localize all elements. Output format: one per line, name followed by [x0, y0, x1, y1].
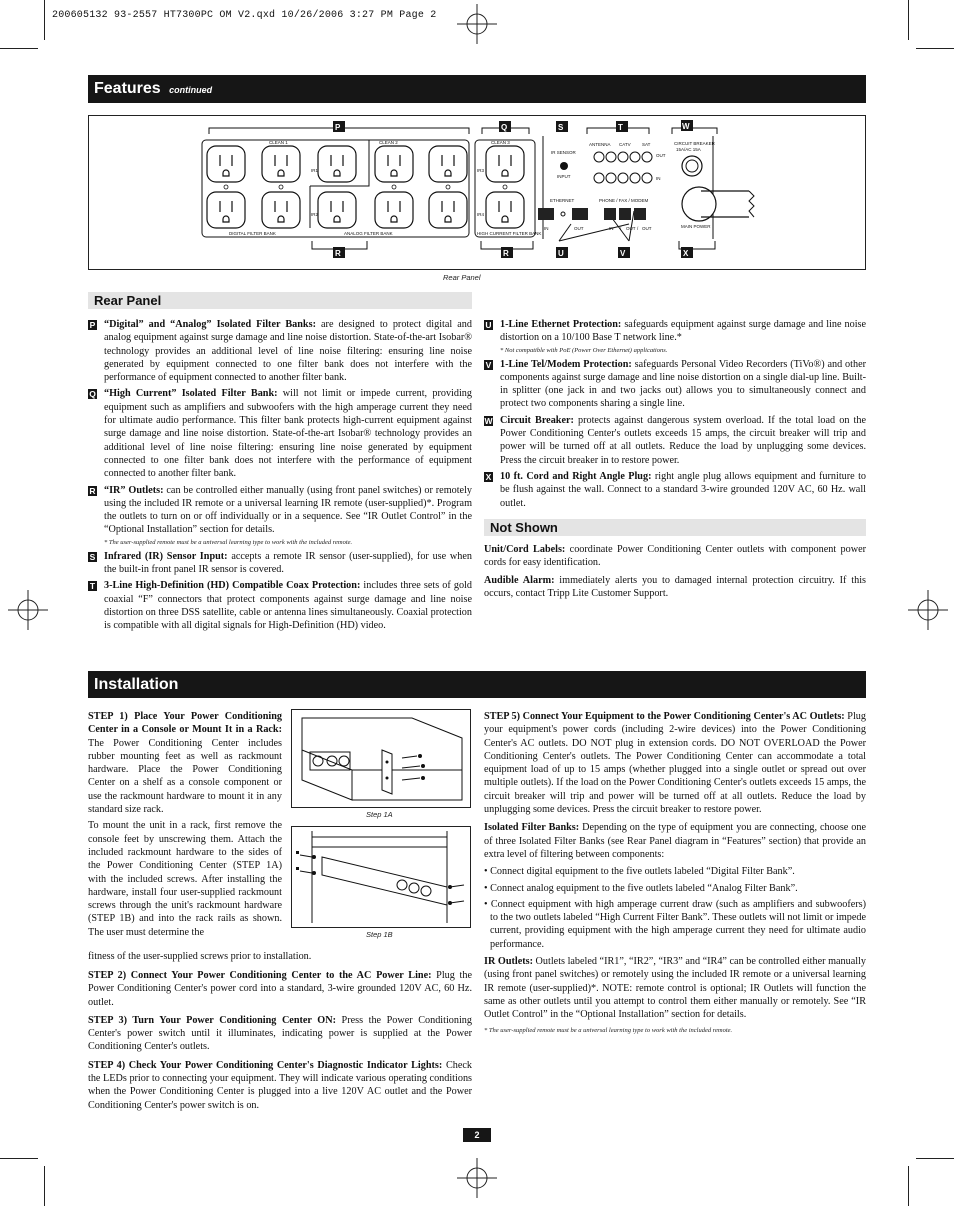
figure-step-1a-caption: Step 1A — [366, 810, 393, 819]
feature-item-r-text: can be controlled either manually (using front panel switches) or remotely using the included IR remote or a universal learning IR remote (user-supplied)*. Program the outlets to turn on or off individually or in a sequence. See “IR Outlet Control” in the “Optional Installation” section for details. — [104, 484, 472, 536]
label-v: V — [620, 249, 626, 258]
ir-label-3: IR3 — [477, 168, 485, 173]
feature-item-q-text: will not limit or impede current, providing equipment such as amplifiers and subwoofers with the high amperage current they need for ultimate audio performance. This filter bank protects high-current equipment against surge damage and line noise distortion. State-of-the-art Isobar® technology provides an additional level of line noise filtering: ensuring line noise generated by equipment connected to one filter bank does not interfere with the performance of equipment connected to another filter bank. — [104, 388, 472, 480]
not-shown-item-alarm — [484, 574, 866, 601]
not-shown-alarm-title: Audible Alarm: — [484, 574, 555, 586]
phone-out-label-2: OUT — [642, 226, 652, 231]
feature-item-r — [88, 484, 472, 547]
registration-mark-left — [8, 590, 48, 630]
sensor-label: IR SENSOR — [551, 150, 576, 155]
rear-panel-left-column — [88, 318, 472, 633]
ir-outlets-note: * The user-supplied remote must be a universal learning type to work with the included remote. — [484, 1026, 733, 1034]
print-header: 200605132 93-2557 HT7300PC OM V2.qxd 10/26/2006 3:27 PM Page 2 — [52, 10, 437, 21]
feature-item-u-title: 1-Line Ethernet Protection: — [500, 319, 622, 330]
phone-in-label: IN — [609, 226, 614, 231]
figure-step-1a — [291, 709, 471, 808]
bullet-high-current: • Connect equipment with high amperage current draw (such as amplifiers and subwoofers) to the two outlets labeled “High Current Filter Bank”. These outlets will not limit or impede current, providing equipment with the high amperage current they need for ultimate audio performance. — [484, 898, 866, 950]
not-shown-labels-title: Unit/Cord Labels: — [484, 544, 566, 555]
feature-item-u-note: * Not compatible with PoE (Power Over Ethernet) applications. — [500, 346, 668, 354]
feature-item-t-title: 3-Line High-Definition (HD) Compatible Coax Protection: — [104, 580, 361, 592]
ir-outlets-text: Outlets labeled “IR1”, “IR2”, “IR3” and “IR4” can be controlled either manually (using front panel switches) or remotely using the included IR remote or a universal learning IR remote (user-supplied)*. NOTE: remote control is optional; IR Outlets will function the same as other outlets until you attempt to control them either manually or remotely. See “IR Outlet Control” in the “Optional Installation” section for details. — [484, 956, 866, 1021]
feature-item-q-title: “High Current” Isolated Filter Bank: — [104, 388, 278, 400]
feature-item-v-title: 1-Line Tel/Modem Protection: — [500, 358, 632, 370]
step3-block — [88, 1014, 472, 1054]
installation-title: Installation — [94, 676, 179, 693]
feature-item-x-title: 10 ft. Cord and Right Angle Plug: — [500, 470, 652, 482]
label-p: P — [335, 123, 341, 132]
step4-title: STEP 4) Check Your Power Conditioning Center's Diagnostic Indicator Lights: — [88, 1059, 443, 1071]
installation-title-bar — [88, 671, 866, 698]
tag-r: R — [89, 485, 96, 496]
tag-p: P — [89, 320, 96, 330]
step1-text-2: To mount the unit in a rack, first remove the console feet by unscrewing them. Attach the included rackmount hardware to the sides of the Power Conditioning Center (STEP 1A) with the included screws. After installing the hardware, install four user-supplied rackmount screws through the unit's rackmount hardware (STEP 1B) and into the rack rails as shown. The user must determine the — [88, 820, 282, 938]
tag-t: T — [89, 581, 96, 592]
coax-out-label: OUT — [656, 153, 666, 158]
rear-panel-heading: Rear Panel — [88, 292, 472, 309]
isolated-text: Depending on the type of equipment you are connecting, choose one of three Isolated Filter Banks (see Rear Panel diagram in “Features” section) that provide an extra level of filtering between components: — [484, 822, 866, 860]
feature-item-r-title: “IR” Outlets: — [104, 484, 164, 496]
step2-title: STEP 2) Connect Your Power Conditioning Center to the AC Power Line: — [88, 970, 432, 981]
isolated-title: Isolated Filter Banks: — [484, 822, 580, 834]
features-title: Features — [94, 80, 161, 97]
feature-item-x-text: right angle plug allows equipment and furniture to be flush against the wall. Connect to a standard 3-wire grounded 120V AC, 60 Hz. wall outlet. — [500, 470, 866, 509]
rear-panel-right-column — [484, 318, 866, 510]
figure-step-1b-caption: Step 1B — [366, 930, 393, 939]
label-s: S — [558, 123, 564, 132]
label-r-2: R — [503, 249, 509, 258]
ethernet-label: ETHERNET — [550, 198, 575, 203]
not-shown-item-labels — [484, 543, 866, 570]
feature-item-x — [484, 470, 866, 510]
rack-hardware-illustration-1a — [292, 710, 470, 807]
feature-item-w-text: protects against dangerous system overload. If the total load on the Power Conditioning Center's outlets exceeds 15 amps, the circuit breaker will trip and power will be turned off at all outlets. Reduce the load by unplugging some devices. Press the circuit breaker in to restore power. — [500, 414, 866, 466]
step1-text-3: fitness of the user-supplied screws prior to installation. — [88, 951, 312, 962]
step2-text: Plug the Power Conditioning Center's power cord into a standard, 3-wire grounded 120V AC, 60 Hz. outlet. — [88, 970, 472, 1008]
ir-label-2: IR2 — [311, 212, 319, 217]
bank-clean1: CLEAN 1 — [269, 140, 288, 145]
breaker-rating-label: 15A/AC 15A — [676, 147, 701, 152]
phone-slash-2: / — [637, 226, 639, 231]
ir-outlets-block — [484, 955, 866, 1021]
bank-digital: DIGITAL FILTER BANK — [229, 231, 276, 236]
step4-text: Check the LEDs prior to connecting your equipment. They will indicate various operating conditions when the Power Conditioning Center is plugged into a live 120V AC outlet and the Power Conditioning Center's power switch is on. — [88, 1059, 472, 1111]
isolated-filter-banks-block — [484, 821, 866, 861]
breaker-label: CIRCUIT BREAKER — [674, 141, 715, 146]
registration-mark-top — [457, 4, 497, 44]
rear-panel-figure — [88, 115, 866, 270]
bank-high-current: HIGH CURRENT FILTER BANK — [477, 231, 542, 236]
bank-clean3: CLEAN 3 — [491, 140, 510, 145]
phone-label: PHONE / FAX / MODEM — [599, 198, 649, 203]
feature-item-u — [484, 318, 866, 355]
ethernet-in-label: IN — [544, 226, 549, 231]
label-w: W — [682, 122, 690, 131]
feature-item-u-text: safeguards equipment against surge damage and line noise distortion on a 10/100 Base T network line.* — [500, 319, 867, 344]
label-u: U — [558, 249, 564, 258]
page-number: 2 — [463, 1128, 491, 1142]
bank-clean2: CLEAN 2 — [379, 140, 398, 145]
bullet-digital: • Connect digital equipment to the five outlets labeled “Digital Filter Bank”. — [484, 866, 795, 878]
features-title-bar — [88, 75, 866, 103]
step1-title: STEP 1) Place Your Power Conditioning Center in a Console or Mount It in a Rack: — [88, 711, 282, 736]
not-shown-alarm-text: immediately alerts you to damaged internal protection circuitry. If this occurs, contact Tripp Lite Customer Support. — [484, 574, 866, 599]
tag-x: X — [485, 471, 492, 482]
features-continued: continued — [169, 85, 213, 95]
step5-block — [484, 710, 866, 816]
label-t: T — [618, 123, 623, 132]
feature-item-q — [88, 387, 472, 480]
rear-panel-diagram — [89, 116, 865, 269]
not-shown-section — [484, 543, 866, 600]
tag-w: W — [484, 415, 493, 426]
coax-catv-label: CATV — [619, 142, 631, 147]
coax-antenna-label: ANTENNA — [589, 142, 611, 147]
step1-text-block — [88, 710, 282, 939]
figure-step-1b — [291, 826, 471, 928]
feature-item-p-title: “Digital” and “Analog” Isolated Filter Banks: — [104, 319, 316, 330]
not-shown-labels-text: coordinate Power Conditioning Center outlets with component power cords for easy identification. — [484, 544, 866, 569]
feature-item-v-text: safeguards Personal Video Recorders (TiVo®) and other components against surge damage and line noise distortion on a single dial-up line. Built-in splitter (one jack in and two jacks out) allows you to simultaneously connect and protect two components sharing a single line. — [500, 358, 866, 410]
rack-mount-illustration-1b — [292, 827, 470, 927]
tag-s: S — [89, 551, 96, 562]
step1-text: The Power Conditioning Center includes rubber mounting feet as well as rackmount hardware. Place the Power Conditioning Center on a shelf as a console component or use the rackmount hardware to mount it in any standard size rack. — [88, 737, 282, 816]
feature-item-p-text: are designed to protect digital and analog equipment against surge damage and line noise distortion. State-of-the-art Isobar® technology provides an additional level of line noise filtering: ensuring line noise generated by equipment connected to one filter bank does not interfere with the performance of equipment connected to another filter bank. — [104, 319, 472, 384]
feature-item-r-note: * The user-supplied remote must be a universal learning type to work with the included remote. — [104, 538, 353, 546]
main-power-label: MAIN POWER — [681, 224, 711, 229]
registration-mark-bottom — [457, 1158, 497, 1198]
label-r-1: R — [335, 249, 341, 258]
feature-item-v — [484, 358, 866, 411]
step3-text: Press the Power Conditioning Center's power switch until it illuminates, indicating power is supplied at the Power Conditioning Center's outlets. — [88, 1014, 472, 1053]
feature-item-s — [88, 550, 472, 577]
step2-block — [88, 969, 472, 1009]
feature-item-w — [484, 414, 866, 467]
steps-2-4 — [88, 969, 472, 1112]
feature-item-s-title: Infrared (IR) Sensor Input: — [104, 550, 228, 562]
feature-item-t-text: includes three sets of gold coaxial “F” connectors that protect components against surge damage and line noise distortion on three DSS satellite, cable or antenna lines simultaneously. Coaxial protection is compatible with all digital signals for High-Definition (HD) video. — [104, 580, 472, 632]
coax-in-label: IN — [656, 176, 661, 181]
not-shown-heading: Not Shown — [484, 519, 866, 536]
bank-analog: ANALOG FILTER BANK — [344, 231, 393, 236]
tag-v: V — [485, 359, 492, 370]
step4-block — [88, 1059, 472, 1112]
ir-label-4: IR4 — [477, 212, 485, 217]
tag-q: Q — [89, 389, 96, 400]
rear-panel-caption: Rear Panel — [443, 273, 481, 282]
tag-u: U — [485, 320, 492, 330]
label-q: Q — [501, 123, 508, 132]
feature-item-s-text: accepts a remote IR sensor (user-supplied), for use when the built-in front panel IR sensor is covered. — [104, 550, 472, 576]
label-x: X — [683, 249, 689, 258]
step5-text: Plug your equipment's power cords (including 2-wire devices) into the Power Conditioning Center's AC outlets. DO NOT plug in extension cords. DO NOT OVERLOAD the Power Conditioning Center's outlets. The Power Conditioning Center can accommodate a total equipment load of up to 15 amps (whether plugged into a single outlet or spread out over multiple outlets). If the load on the Power Conditioning Center's outlets exceeds 15 amps, the circuit breaker will trip and power will be turned off at all outlets. Reduce the load by unplugging some devices. Press the circuit breaker to restore power. — [484, 711, 866, 816]
registration-mark-right — [908, 590, 948, 630]
feature-item-w-title: Circuit Breaker: — [500, 414, 574, 426]
sensor-input-label: INPUT — [557, 174, 571, 179]
bullet-analog: • Connect analog equipment to the five outlets labeled “Analog Filter Bank”. — [484, 882, 798, 894]
coax-sat-label: SAT — [642, 142, 651, 147]
step5-title: STEP 5) Connect Your Equipment to the Power Conditioning Center's AC Outlets: — [484, 711, 845, 722]
phone-out-label-1: OUT — [626, 226, 636, 231]
installation-right-column — [484, 710, 866, 1035]
feature-item-t — [88, 579, 472, 632]
ir-outlets-title: IR Outlets: — [484, 956, 533, 968]
ethernet-out-label: OUT — [574, 226, 584, 231]
feature-item-p — [88, 318, 472, 384]
ir-label-1: IR1 — [311, 168, 319, 173]
phone-slash-1: / — [620, 226, 622, 231]
step3-title: STEP 3) Turn Your Power Conditioning Center ON: — [88, 1014, 336, 1026]
